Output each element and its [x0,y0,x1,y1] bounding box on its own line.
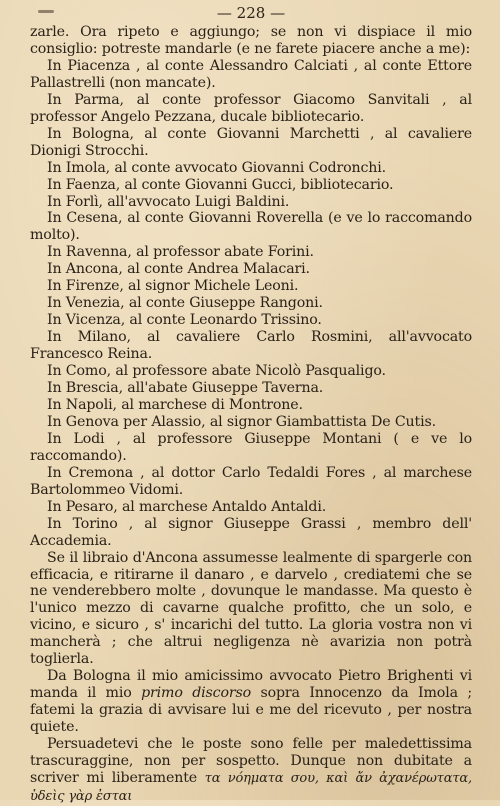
paragraph [30,58,472,92]
paragraph [30,160,472,177]
text-run: In Vicenza, al conte Leonardo Trissino. [47,312,322,329]
text-run: In Genova per Alassio, al signor Giambattista De Cutis. [47,413,436,430]
paragraph [30,668,472,736]
text-run: Se il libraio d'Ancona assumesse lealmente di spargerle con efficacia, e ritirarne il danaro , e darvelo , crediatemi che se ne venderebbero molte , dovunque le mandasse. Ma questo è l'unico mezzo di cavarne qualche profitto, che un solo, e vicino, e sicuro , s' incarichi del tutto. La gloria vostra non vi mancherà ; che altrui negligenza nè avarizia non potrà toglierla. [30,549,472,668]
paragraph [30,210,472,244]
text-run: In Cremona , al dottor Carlo Tedaldi Fores , al marchese Bartolommeo Vidomi. [30,464,472,498]
text-run: Persuadetevi che le poste sono felle per maledettissima trascuraggine, non per sospetto. Dunque non dubitate a scriver mi liberamente [30,736,472,786]
text-run: In Bologna, al conte Giovanni Marchetti , al cavaliere Dionigi Strocchi. [30,125,472,159]
text-run: In Torino , al signor Giuseppe Grassi , membro dell' Accademia. [30,515,472,549]
paragraph [30,499,472,516]
greek-text: τα νόηματα σου, καὶ ἄν ἀχανέρωτατα, ὑδεὶς γὰρ ἐσται [30,770,472,804]
text-run: In Piacenza , al conte Alessandro Calciati , al conte Ettore Pallastrelli (non mancate). [30,57,472,91]
paragraph [30,126,472,160]
text-run: In Napoli, al marchese di Montrone. [47,396,303,413]
text-run: In Parma, al conte professor Giacomo Sanvitali , al professor Angelo Pezzana, ducale bibliotecario. [30,91,472,125]
text-run: In Firenze, al signor Michele Leoni. [47,278,299,295]
text-run: In Ravenna, al professor abate Forini. [47,244,314,261]
paragraph [30,414,472,431]
paragraph [30,329,472,363]
paragraph [30,736,472,806]
paragraph [30,92,472,126]
paragraph [30,261,472,278]
paragraph [30,550,472,669]
page-body [30,24,472,806]
text-run: In Brescia, all'abate Giuseppe Taverna. [47,380,324,397]
text-run: In Ancona, al conte Andrea Malacari. [47,261,310,278]
ink-mark [38,10,54,13]
paragraph [30,278,472,295]
paragraph [30,516,472,550]
paragraph [30,244,472,261]
text-run: In Lodi , al professore Giuseppe Montani ( e ve lo raccomando). [30,430,472,464]
paragraph [30,397,472,414]
text-run: In Como, al professore abate Nicolò Pasqualigo. [47,363,386,380]
paragraph [30,363,472,380]
text-run: In Imola, al conte avvocato Giovanni Codronchi. [47,159,387,176]
paragraph [30,177,472,194]
text-run: In Cesena, al conte Giovanni Roverella (e ve lo raccomando molto). [30,210,472,244]
paragraph [30,380,472,397]
text-run: Da Bologna il mio amicissimo avvocato Pietro Brighenti vi manda il mio [30,668,472,702]
text-run: In Venezia, al conte Giuseppe Rangoni. [47,295,323,312]
text-run: In Faenza, al conte Giovanni Gucci, bibliotecario. [47,176,394,193]
italic-title: primo discorso [141,685,251,702]
text-run: sopra Innocenzo da Imola ; fatemi la grazia di avvisare lui e me del ricevuto , per nostra quiete. [30,685,472,736]
text-run: zarle. Ora ripeto e aggiungo; se non vi dispiace il mio consiglio: potreste mandarle (e ne farete piacere anche a me): [30,24,472,57]
page-header [30,0,472,24]
paragraph [30,431,472,465]
paragraph [30,24,472,58]
paragraph [30,194,472,211]
paragraph [30,465,472,499]
page-number: — 228 — [216,4,286,22]
text-run: In Milano, al cavaliere Carlo Rosmini, all'avvocato Francesco Reina. [30,329,472,363]
text-run: In Pesaro, al marchese Antaldo Antaldi. [47,498,327,515]
paragraph [30,295,472,312]
text-run: In Forlì, all'avvocato Luigi Baldini. [47,193,290,210]
paragraph [30,312,472,329]
